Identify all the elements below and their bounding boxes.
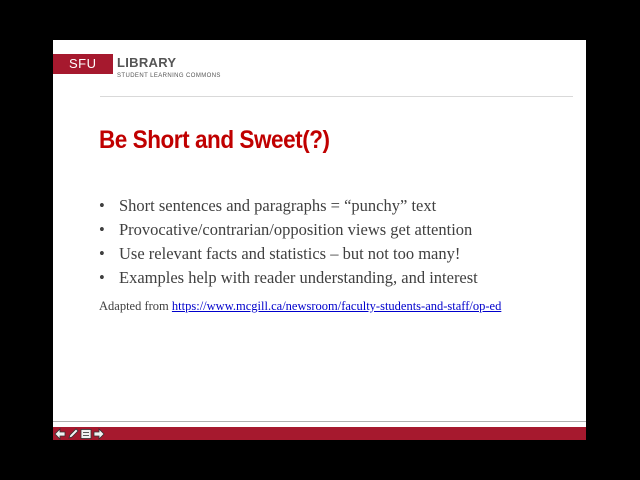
footer-divider xyxy=(53,421,586,422)
bullet-list xyxy=(99,194,478,290)
bullet-text: Short sentences and paragraphs = “punchy” text xyxy=(119,196,437,215)
previous-slide-icon[interactable] xyxy=(54,428,66,440)
logo-sfu-block: SFU xyxy=(53,54,113,74)
source-prefix: Adapted from xyxy=(99,299,169,313)
list-item xyxy=(99,194,478,218)
logo-text xyxy=(117,54,221,80)
next-slide-icon[interactable] xyxy=(93,428,105,440)
sfu-library-logo xyxy=(53,54,221,88)
logo-library-label: LIBRARY xyxy=(117,55,177,70)
bullet-text: Examples help with reader understanding, and interest xyxy=(119,268,478,287)
bullet-marker: • xyxy=(99,244,105,263)
header-divider xyxy=(100,96,573,97)
footer-bar xyxy=(53,427,586,440)
slide-navigation xyxy=(54,427,105,440)
slide xyxy=(53,40,586,440)
bullet-marker: • xyxy=(99,268,105,287)
list-item xyxy=(99,218,478,242)
logo-subtitle: STUDENT LEARNING COMMONS xyxy=(117,73,221,79)
bullet-marker: • xyxy=(99,196,105,215)
source-attribution xyxy=(99,299,501,314)
bullet-marker: • xyxy=(99,220,105,239)
source-link[interactable]: https://www.mcgill.ca/newsroom/faculty-students-and-staff/op-ed xyxy=(171,299,502,313)
slide-title: Be Short and Sweet(?) xyxy=(99,126,330,154)
bullet-text: Use relevant facts and statistics – but not too many! xyxy=(119,244,461,263)
pen-icon[interactable] xyxy=(67,428,79,440)
menu-icon[interactable] xyxy=(80,428,92,440)
list-item xyxy=(99,266,478,290)
list-item xyxy=(99,242,478,266)
bullet-text: Provocative/contrarian/opposition views get attention xyxy=(119,220,473,239)
